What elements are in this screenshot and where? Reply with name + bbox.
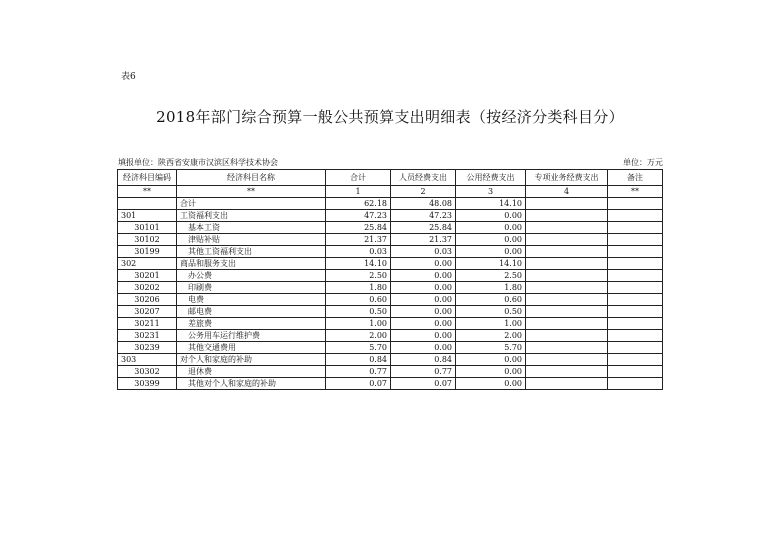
cell-special	[526, 342, 608, 354]
cell-special	[526, 258, 608, 270]
table-row	[118, 234, 663, 246]
currency-unit: 单位：万元	[623, 158, 663, 167]
page-title: 2018年部门综合预算一般公共预算支出明细表（按经济分类科目分）	[156, 108, 624, 126]
cell-code: 30199	[118, 246, 177, 258]
cell-personnel: 0.03	[391, 246, 456, 258]
table-row	[118, 246, 663, 258]
cell-note	[608, 378, 663, 390]
index-cell: **	[118, 186, 177, 198]
cell-note	[608, 318, 663, 330]
header-total: 合计	[326, 170, 391, 186]
budget-table	[117, 169, 663, 390]
cell-note	[608, 258, 663, 270]
cell-personnel: 0.00	[391, 258, 456, 270]
cell-name: 其他交通费用	[177, 342, 326, 354]
cell-name: 办公费	[177, 270, 326, 282]
cell-name: 津贴补贴	[177, 234, 326, 246]
cell-public: 14.10	[456, 198, 526, 210]
cell-name: 差旅费	[177, 318, 326, 330]
index-cell: 1	[326, 186, 391, 198]
cell-total: 2.50	[326, 270, 391, 282]
cell-total: 0.03	[326, 246, 391, 258]
cell-personnel: 0.00	[391, 294, 456, 306]
cell-note	[608, 342, 663, 354]
cell-name: 合计	[177, 198, 326, 210]
cell-code: 30399	[118, 378, 177, 390]
cell-code	[118, 198, 177, 210]
cell-name: 电费	[177, 294, 326, 306]
header-special: 专项业务经费支出	[526, 170, 608, 186]
cell-personnel: 0.00	[391, 342, 456, 354]
cell-total: 1.80	[326, 282, 391, 294]
cell-total: 25.84	[326, 222, 391, 234]
table-row	[118, 222, 663, 234]
cell-code: 303	[118, 354, 177, 366]
cell-public: 0.00	[456, 234, 526, 246]
cell-special	[526, 366, 608, 378]
table-row	[118, 198, 663, 210]
header-public: 公用经费支出	[456, 170, 526, 186]
cell-special	[526, 318, 608, 330]
table-row	[118, 210, 663, 222]
cell-code: 30206	[118, 294, 177, 306]
cell-code: 30231	[118, 330, 177, 342]
header-note: 备注	[608, 170, 663, 186]
cell-code: 30211	[118, 318, 177, 330]
table-row	[118, 294, 663, 306]
cell-name: 公务用车运行维护费	[177, 330, 326, 342]
cell-name: 对个人和家庭的补助	[177, 354, 326, 366]
cell-public: 0.00	[456, 354, 526, 366]
cell-note	[608, 330, 663, 342]
cell-public: 2.00	[456, 330, 526, 342]
cell-personnel: 0.77	[391, 366, 456, 378]
cell-public: 0.00	[456, 210, 526, 222]
table-row	[118, 258, 663, 270]
cell-total: 0.84	[326, 354, 391, 366]
cell-personnel: 0.07	[391, 378, 456, 390]
header-code: 经济科目编码	[118, 170, 177, 186]
cell-public: 0.60	[456, 294, 526, 306]
index-cell: 3	[456, 186, 526, 198]
cell-special	[526, 246, 608, 258]
cell-special	[526, 378, 608, 390]
cell-public: 0.00	[456, 366, 526, 378]
header-name: 经济科目名称	[177, 170, 326, 186]
table-row	[118, 306, 663, 318]
cell-note	[608, 366, 663, 378]
cell-total: 47.23	[326, 210, 391, 222]
cell-note	[608, 198, 663, 210]
header-row	[118, 170, 663, 186]
cell-note	[608, 282, 663, 294]
cell-total: 0.60	[326, 294, 391, 306]
table-row	[118, 270, 663, 282]
cell-name: 邮电费	[177, 306, 326, 318]
cell-public: 14.10	[456, 258, 526, 270]
cell-total: 21.37	[326, 234, 391, 246]
table-row	[118, 342, 663, 354]
cell-note	[608, 306, 663, 318]
cell-personnel: 25.84	[391, 222, 456, 234]
cell-code: 30202	[118, 282, 177, 294]
cell-personnel: 0.84	[391, 354, 456, 366]
cell-name: 基本工资	[177, 222, 326, 234]
cell-note	[608, 246, 663, 258]
table-row	[118, 366, 663, 378]
cell-code: 30102	[118, 234, 177, 246]
cell-public: 5.70	[456, 342, 526, 354]
cell-name: 工资福利支出	[177, 210, 326, 222]
index-cell: **	[608, 186, 663, 198]
cell-total: 2.00	[326, 330, 391, 342]
cell-public: 0.00	[456, 222, 526, 234]
cell-special	[526, 330, 608, 342]
cell-special	[526, 294, 608, 306]
cell-special	[526, 210, 608, 222]
cell-name: 商品和服务支出	[177, 258, 326, 270]
table-body	[118, 198, 663, 390]
cell-total: 1.00	[326, 318, 391, 330]
header-personnel: 人员经费支出	[391, 170, 456, 186]
index-cell: **	[177, 186, 326, 198]
cell-special	[526, 234, 608, 246]
table-row	[118, 378, 663, 390]
cell-personnel: 0.00	[391, 318, 456, 330]
cell-public: 2.50	[456, 270, 526, 282]
cell-personnel: 48.08	[391, 198, 456, 210]
cell-code: 30239	[118, 342, 177, 354]
cell-name: 其他对个人和家庭的补助	[177, 378, 326, 390]
table-row	[118, 330, 663, 342]
cell-special	[526, 270, 608, 282]
cell-note	[608, 234, 663, 246]
cell-public: 0.00	[456, 378, 526, 390]
cell-special	[526, 354, 608, 366]
cell-personnel: 0.00	[391, 282, 456, 294]
cell-public: 1.80	[456, 282, 526, 294]
cell-name: 印刷费	[177, 282, 326, 294]
index-cell: 4	[526, 186, 608, 198]
cell-code: 30207	[118, 306, 177, 318]
table-row	[118, 318, 663, 330]
cell-note	[608, 210, 663, 222]
table-number: 表6	[121, 72, 136, 82]
cell-special	[526, 198, 608, 210]
cell-personnel: 47.23	[391, 210, 456, 222]
cell-public: 0.00	[456, 246, 526, 258]
cell-note	[608, 294, 663, 306]
cell-special	[526, 222, 608, 234]
cell-public: 0.50	[456, 306, 526, 318]
cell-note	[608, 270, 663, 282]
cell-code: 30201	[118, 270, 177, 282]
filing-unit: 填报单位：陕西省安康市汉滨区科学技术协会	[118, 158, 278, 167]
cell-personnel: 0.00	[391, 270, 456, 282]
cell-code: 301	[118, 210, 177, 222]
cell-total: 62.18	[326, 198, 391, 210]
table-row	[118, 354, 663, 366]
cell-public: 1.00	[456, 318, 526, 330]
cell-name: 其他工资福利支出	[177, 246, 326, 258]
table-row	[118, 282, 663, 294]
cell-personnel: 0.00	[391, 306, 456, 318]
index-cell: 2	[391, 186, 456, 198]
cell-total: 5.70	[326, 342, 391, 354]
cell-special	[526, 306, 608, 318]
cell-note	[608, 222, 663, 234]
cell-code: 30101	[118, 222, 177, 234]
cell-note	[608, 354, 663, 366]
cell-total: 0.50	[326, 306, 391, 318]
index-row	[118, 186, 663, 198]
cell-total: 0.77	[326, 366, 391, 378]
cell-total: 0.07	[326, 378, 391, 390]
cell-personnel: 21.37	[391, 234, 456, 246]
cell-code: 30302	[118, 366, 177, 378]
cell-name: 退休费	[177, 366, 326, 378]
cell-total: 14.10	[326, 258, 391, 270]
cell-personnel: 0.00	[391, 330, 456, 342]
cell-special	[526, 282, 608, 294]
cell-code: 302	[118, 258, 177, 270]
